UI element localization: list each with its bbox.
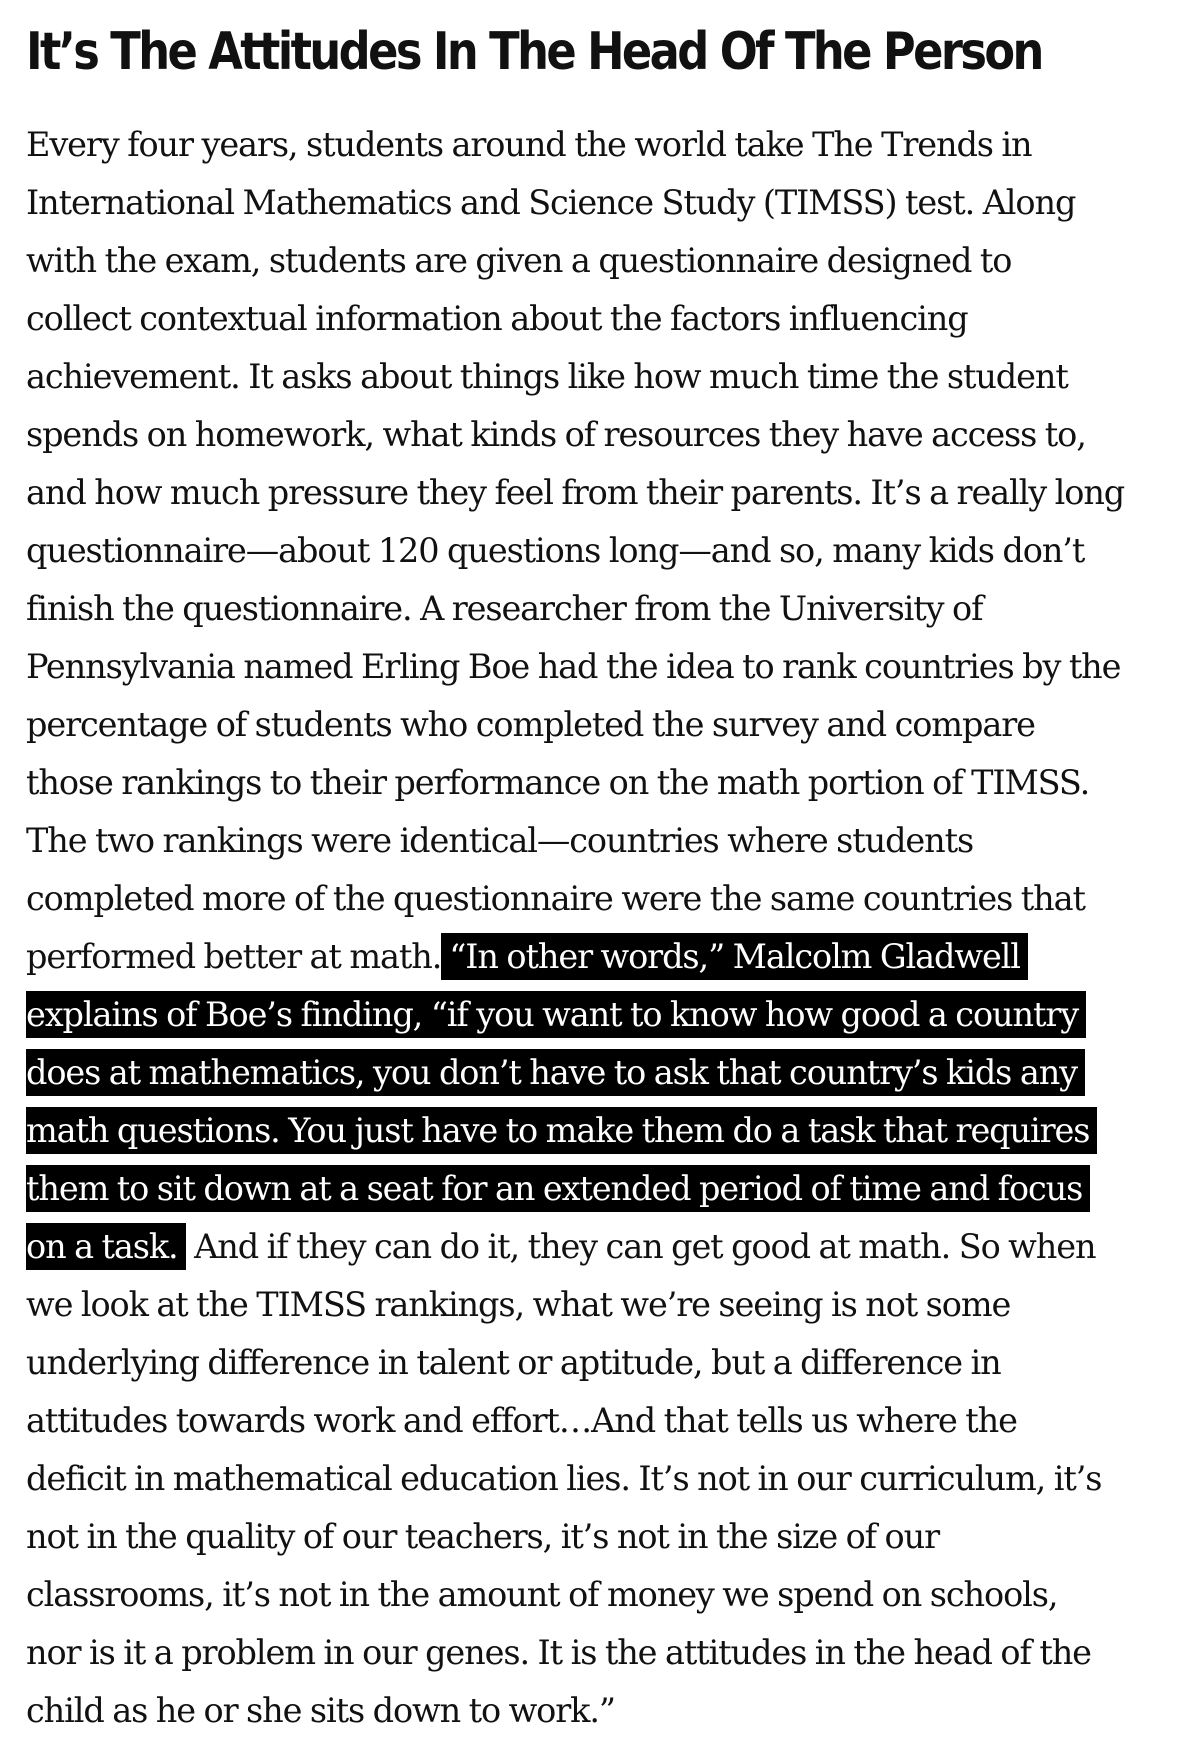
paragraph-line (26, 1160, 1186, 1218)
paragraph-line: we look at the TIMSS rankings, what we’re seeing is not some (26, 1285, 1011, 1324)
paragraph-line (26, 1102, 1186, 1160)
paragraph-line: collect contextual information about the factors influencing (26, 299, 968, 338)
paragraph-line: underlying difference in talent or aptitude, but a difference in (26, 1343, 1001, 1382)
paragraph-line: completed more of the questionnaire were the same countries that (26, 879, 1085, 918)
paragraph-line: questionnaire—about 120 questions long—and so, many kids don’t (26, 531, 1085, 570)
article (26, 0, 1186, 1740)
paragraph-line: percentage of students who completed the survey and compare (26, 705, 1035, 744)
paragraph-line: Every four years, students around the world take The Trends in (26, 125, 1032, 164)
paragraph-line: those rankings to their performance on the math portion of TIMSS. (26, 763, 1090, 802)
paragraph-line: with the exam, students are given a questionnaire designed to (26, 241, 1012, 280)
paragraph-line: finish the questionnaire. A researcher from the University of (26, 589, 983, 628)
highlighted-quote[interactable]: explains of Boe’s finding, “if you want to know how good a country (26, 991, 1086, 1038)
paragraph-line (26, 1218, 1186, 1276)
paragraph-line (26, 1044, 1186, 1102)
paragraph-line: achievement. It asks about things like how much time the student (26, 357, 1068, 396)
paragraph-line: attitudes towards work and effort…And that tells us where the (26, 1401, 1017, 1440)
paragraph-line: International Mathematics and Science Study (TIMSS) test. Along (26, 183, 1076, 222)
paragraph-line (26, 986, 1186, 1044)
paragraph-line: Pennsylvania named Erling Boe had the idea to rank countries by the (26, 647, 1121, 686)
paragraph-line: deficit in mathematical education lies. It’s not in our curriculum, it’s (26, 1459, 1102, 1498)
highlighted-quote[interactable]: does at mathematics, you don’t have to ask that country’s kids any (26, 1049, 1085, 1096)
highlighted-quote[interactable]: them to sit down at a seat for an extended period of time and focus (26, 1165, 1090, 1212)
plain-text: performed better at math. (26, 937, 442, 976)
paragraph-line: not in the quality of our teachers, it’s not in the size of our (26, 1517, 939, 1556)
highlighted-quote[interactable]: math questions. You just have to make them do a task that requires (26, 1107, 1097, 1154)
paragraph-line (26, 928, 1186, 986)
highlighted-quote[interactable]: “In other words,” Malcolm Gladwell (441, 933, 1028, 980)
plain-text: And if they can do it, they can get good at math. So when (194, 1227, 1096, 1266)
paragraph-line: The two rankings were identical—countries where students (26, 821, 974, 860)
article-heading: It’s The Attitudes In The Head Of The Person (26, 22, 1042, 82)
paragraph-line: classrooms, it’s not in the amount of money we spend on schools, (26, 1575, 1058, 1614)
highlighted-quote[interactable]: on a task. (26, 1223, 186, 1270)
article-paragraph (26, 116, 1186, 1740)
paragraph-line: nor is it a problem in our genes. It is the attitudes in the head of the (26, 1633, 1091, 1672)
paragraph-line: spends on homework, what kinds of resources they have access to, (26, 415, 1086, 454)
paragraph-line: and how much pressure they feel from their parents. It’s a really long (26, 473, 1125, 512)
paragraph-line: child as he or she sits down to work.” (26, 1691, 615, 1730)
